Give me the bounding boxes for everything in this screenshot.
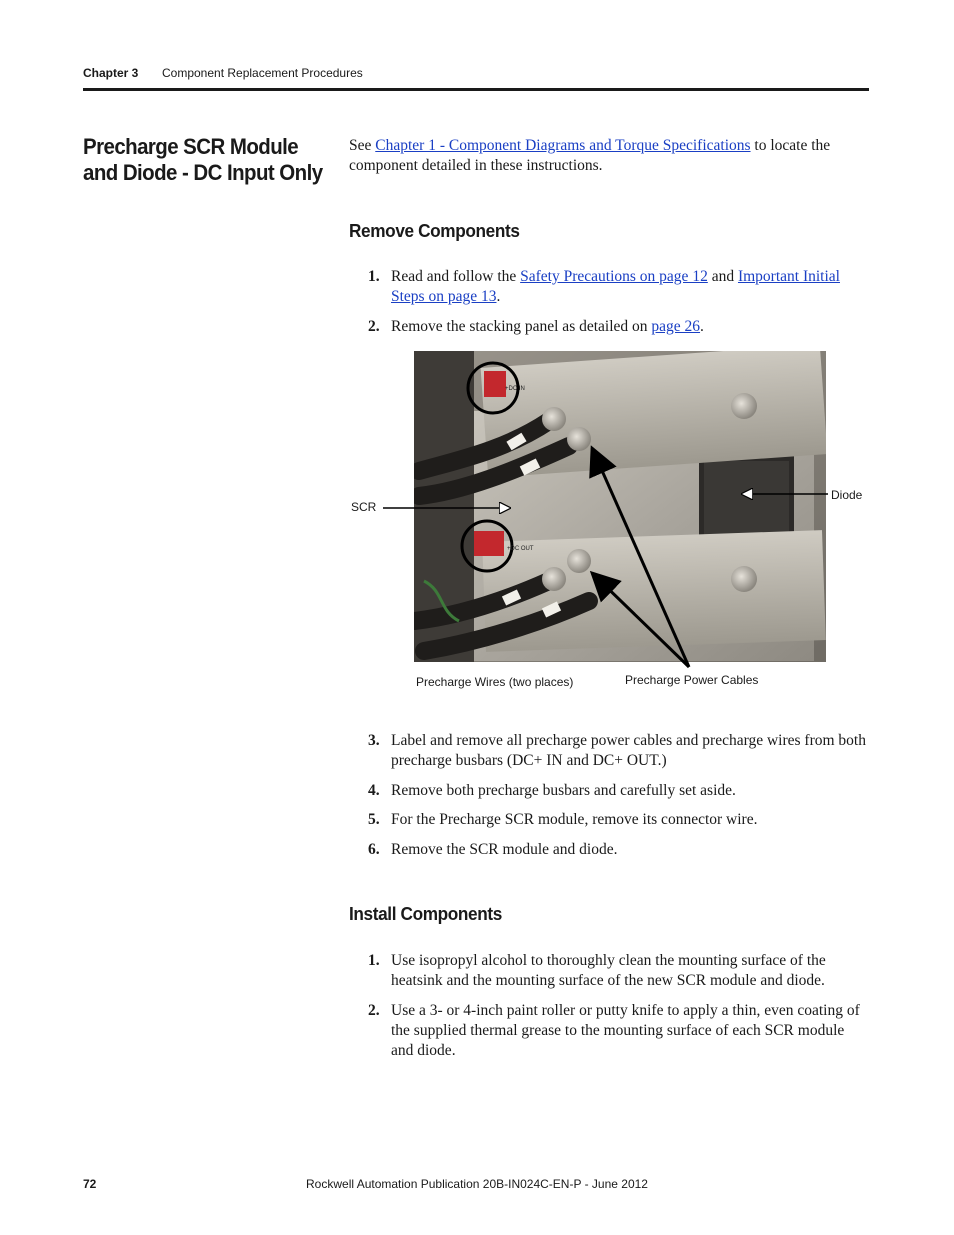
precharge-assembly-photo xyxy=(414,351,826,662)
scr-callout: SCR xyxy=(351,500,377,514)
step-number: 1. xyxy=(368,952,380,969)
step-text: Remove both precharge busbars and carefully set aside. xyxy=(391,782,736,799)
safety-precautions-link[interactable]: Safety Precautions on page 12 xyxy=(520,268,708,285)
page-26-link[interactable]: page 26 xyxy=(651,318,701,335)
step-number: 4. xyxy=(368,782,380,799)
step1-post: . xyxy=(496,288,501,305)
step-text xyxy=(391,267,868,307)
running-header xyxy=(83,66,363,80)
chapter-label: Chapter 3 xyxy=(83,66,139,80)
section-label: Component Replacement Procedures xyxy=(162,66,363,80)
intro-see: See xyxy=(349,137,376,154)
step-number: 3. xyxy=(368,732,380,749)
step-number: 2. xyxy=(368,318,380,335)
step-text xyxy=(391,317,868,337)
intro-paragraph xyxy=(349,136,854,176)
dc-out-stamp: +DC OUT xyxy=(507,546,534,552)
diode-callout: Diode xyxy=(831,488,863,502)
step1-mid: and xyxy=(707,268,738,285)
chapter1-link[interactable]: Chapter 1 - Component Diagrams and Torque Specifications xyxy=(375,137,751,154)
step-text: For the Precharge SCR module, remove its connector wire. xyxy=(391,811,758,828)
publication-footer: Rockwell Automation Publication 20B-IN024C-EN-P - June 2012 xyxy=(306,1177,648,1191)
intro-rest: to locate the component detailed in these instructions. xyxy=(349,137,831,174)
header-rule xyxy=(83,88,869,91)
step-text: Use a 3- or 4-inch paint roller or putty knife to apply a thin, even coating of the supplied thermal grease to the mounting surface of each SCR module and diode. xyxy=(391,1002,860,1059)
step-number: 1. xyxy=(368,268,380,285)
precharge-wires-callout: Precharge Wires (two places) xyxy=(416,675,574,689)
step2-post: . xyxy=(700,318,704,335)
page-title: Precharge SCR Module and Diode - DC Input Only xyxy=(83,134,323,185)
step-text: Remove the SCR module and diode. xyxy=(391,841,618,858)
important-steps-link[interactable]: Important Initial Steps on page 13 xyxy=(391,268,840,305)
step-text: Use isopropyl alcohol to thoroughly clean the mounting surface of the heatsink and the mounting surface of the new SCR module and diode. xyxy=(391,952,826,989)
step1-pre: Read and follow the xyxy=(391,268,521,285)
remove-components-heading: Remove Components xyxy=(349,220,520,241)
step-number: 2. xyxy=(368,1002,380,1019)
dc-in-stamp: +DC IN xyxy=(505,386,525,392)
page-number: 72 xyxy=(83,1177,97,1191)
install-components-heading: Install Components xyxy=(349,903,502,924)
step2-pre: Remove the stacking panel as detailed on xyxy=(391,318,652,335)
step-number: 5. xyxy=(368,811,380,828)
precharge-cables-callout: Precharge Power Cables xyxy=(625,673,759,687)
step-text: Label and remove all precharge power cables and precharge wires from both precharge busbars (DC+ IN and DC+ OUT.) xyxy=(391,732,866,769)
step-number: 6. xyxy=(368,841,380,858)
